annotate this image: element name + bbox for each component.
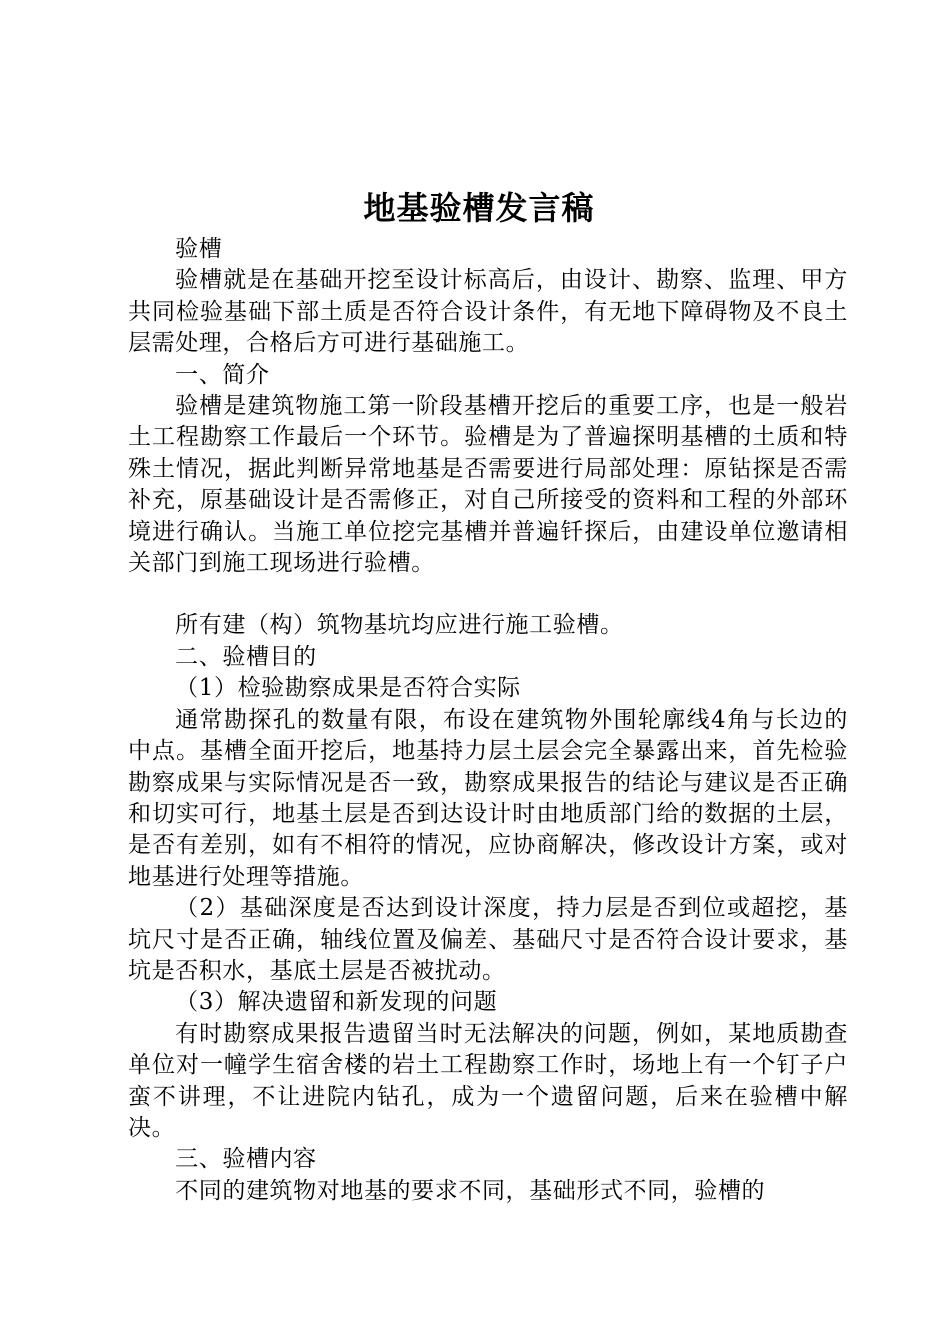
paragraph-all-buildings: 所有建（构）筑物基坑均应进行施工验槽。 [175, 612, 624, 639]
paragraph-purpose-1: 通常勘探孔的数量有限，布设在建筑物外围轮廓线4角与长边的中点。基槽全面开挖后，地基持力层土层会完全暴露出来，首先检验勘察成果与实际情况是否一致，勘察成果报告的结论与建议是否正确和切实可行，地基土层是否到达设计时由地质部门给的数据的土层，是否有差别，如有不相符的情况，应协商解决，修改设计方案，或对地基进行处理等措施。 [128, 706, 848, 890]
paragraph-content: 不同的建筑物对地基的要求不同，基础形式不同，验槽的 [175, 1177, 766, 1204]
subheading-purpose-3: （3）解决遗留和新发现的问题 [175, 989, 498, 1016]
paragraph-intro: 验槽是建筑物施工第一阶段基槽开挖后的重要工序，也是一般岩土工程勘察工作最后一个环节。验槽是为了普遍探明基槽的土质和特殊土情况，据此判断异常地基是否需要进行局部处理：原钻探是否需补充，原基础设计是否需修正，对自己所接受的资料和工程的外部环境进行确认。当施工单位挖完基槽并普遍钎探后，由建设单位邀请相关部门到施工现场进行验槽。 [128, 393, 848, 577]
paragraph-purpose-2: （2）基础深度是否达到设计深度，持力层是否到位或超挖，基坑尺寸是否正确，轴线位置及偏差、基础尺寸是否符合设计要求，基坑是否积水，基底土层是否被扰动。 [128, 895, 848, 984]
section-heading-content: 三、验槽内容 [175, 1146, 317, 1173]
document-body [128, 234, 848, 1207]
paragraph-purpose-3: 有时勘察成果报告遗留当时无法解决的问题，例如，某地质勘查单位对一幢学生宿舍楼的岩土工程勘察工作时，场地上有一个钉子户蛮不讲理，不让进院内钻孔，成为一个遗留问题，后来在验槽中解决。 [128, 1020, 848, 1141]
section-heading-purpose: 二、验槽目的 [175, 643, 317, 670]
heading-yancao: 验槽 [175, 236, 223, 262]
paragraph-definition: 验槽就是在基础开挖至设计标高后，由设计、勘察、监理、甲方共同检验基础下部土质是否符合设计条件，有无地下障碍物及不良土层需处理，合格后方可进行基础施工。 [128, 267, 848, 357]
subheading-purpose-1: （1）检验勘察成果是否符合实际 [175, 675, 521, 702]
section-heading-intro: 一、简介 [175, 361, 270, 388]
document-title: 地基验槽发言稿 [363, 189, 595, 227]
